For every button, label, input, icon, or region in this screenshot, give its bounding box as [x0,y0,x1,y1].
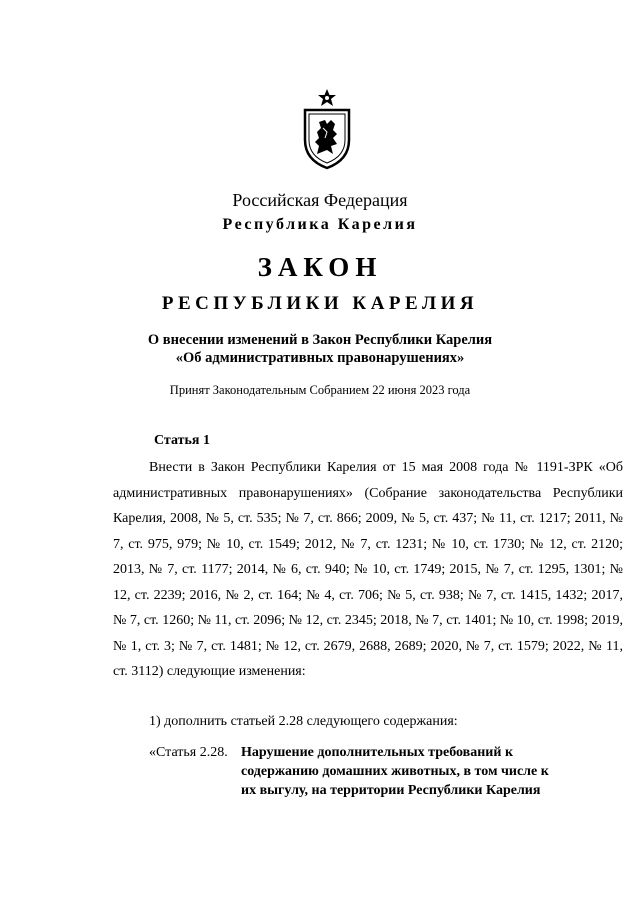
article-heading: Статья 1 [154,433,210,448]
document-type: ЗАКОН [257,252,383,282]
country-name: Российская Федерация [232,190,408,210]
article-paragraph: Внести в Закон Республики Карелия от 15 мая 2008 года № 1191-ЗРК «Об административных правонарушениях» (Собрание законодательства Республики Карелия, 2008, № 5, ст. 535; № 7, ст. 866; 2009, № 5, ст. 437; № 11, ст. 1217; 2011, № 7, ст. 975, 979; № 10, ст. 1549; 2012, № 7, ст. 1231; № 10, ст. 1730; № 12, ст. 2120; 2013, № 7, ст. 1177; 2014, № 6, ст. 940; № 10, ст. 1749; 2015, № 7, ст. 1295, 1301; № 12, ст. 2239; 2016, № 2, ст. 164; № 4, ст. 706; № 5, ст. 938; № 7, ст. 1415, 1432; 2017, № 7, ст. 1260; № 11, ст. 2096; № 12, ст. 2345; 2018, № 7, ст. 1401; № 10, ст. 1998; 2019, № 1, ст. 3; № 7, ст. 1481; № 12, ст. 2679, 2688, 2689; 2020, № 7, ст. 1579; 2022, № 11, ст. 3112) следующие изменения: [113,460,623,679]
law-title-line2: «Об административных правонарушениях» [175,350,465,366]
adoption-note: Принят Законодательным Собранием 22 июня 2023 года [169,383,471,397]
article-body [113,455,623,685]
new-article-block [149,743,589,800]
karelia-coat-of-arms-icon [297,88,357,170]
new-article-title: Нарушение дополнительных требований к содержанию домашних животных, в том числе к их выгулу, на территории Республики Карелия [241,745,549,798]
law-title [0,331,640,367]
new-article-label: «Статья 2.28. [149,745,228,760]
document-type-subtitle: РЕСПУБЛИКИ КАРЕЛИЯ [161,293,479,314]
republic-name: Республика Карелия [222,216,418,233]
law-title-line1: О внесении изменений в Закон Республики Карелия [147,332,493,348]
article-item-1: 1) дополнить статьей 2.28 следующего содержания: [149,714,458,729]
